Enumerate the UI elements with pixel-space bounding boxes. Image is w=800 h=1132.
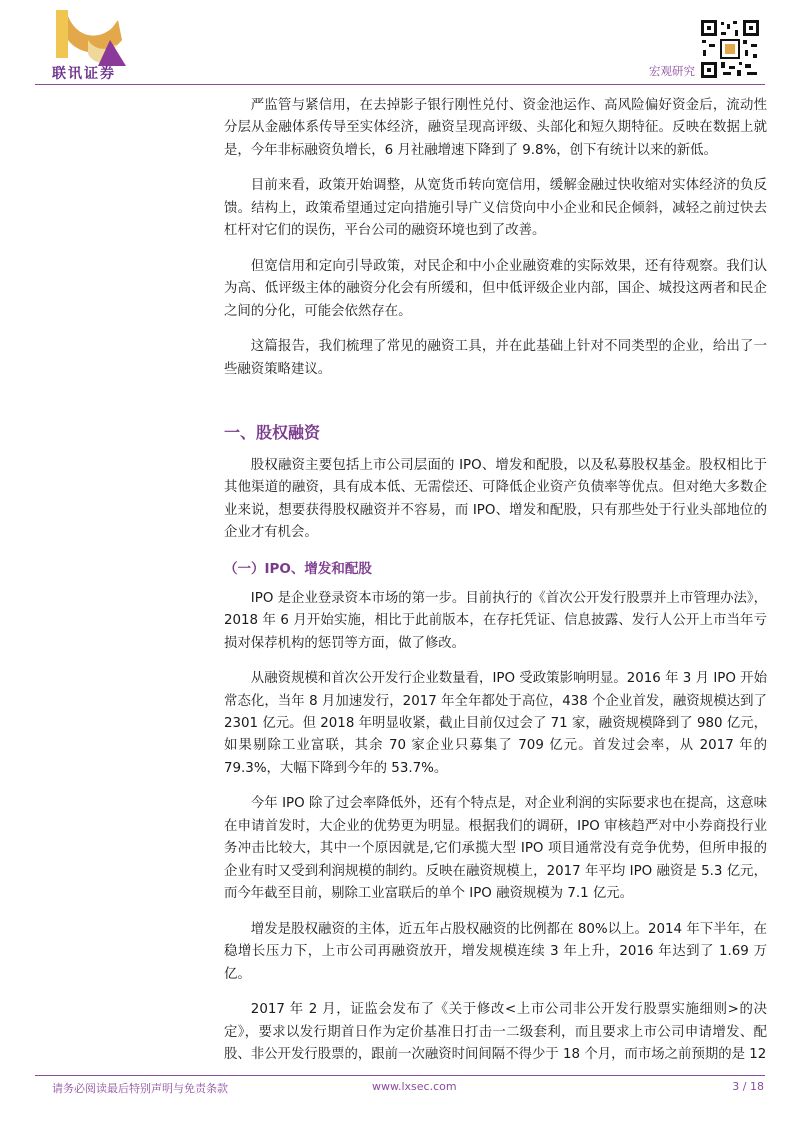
intro-paragraph: 但宽信用和定向引导政策，对民企和中小企业融资难的实际效果，还有待观察。我们认为高、低评级主体的融资分化会有所缓和，但中低评级企业内部，国企、城投这两者和民企之间的分化，可能会依然存在。 <box>224 258 767 319</box>
report-type: 宏观研究 <box>649 64 695 78</box>
subsection-paragraph: 今年 IPO 除了过会率降低外，还有个特点是，对企业利润的实际要求也在提高，这意味在申请首发时，大企业的优势更为明显。根据我们的调研，IPO 审核趋严对中小券商投行业务冲击比较大，其中一个原因就是,它们承揽大型 IPO 项目通常没有竞争优势，但所申报的企业有时又受到利润规模的制约。反映在融资规模上，2017 年平均 IPO 融资是 5.3 亿元，而今年截至目前，剔除工业富联后的单个 IPO 融资规模为 7.1 亿元。 <box>224 796 767 902</box>
page-header <box>0 0 800 86</box>
page-number: 3 / 18 <box>732 1080 764 1093</box>
header-divider <box>35 84 765 85</box>
logo-text: 联讯证券 <box>52 66 116 82</box>
subsection-paragraph: IPO 是企业登录资本市场的第一步。目前执行的《首次公开发行股票并上市管理办法》，2018 年 6 月开始实施，相比于此前版本，在存托凭证、信息披露、发行人公开上市当年亏损对保荐机构的惩罚等方面，做了修改。 <box>224 590 767 651</box>
subsection-paragraph: 从融资规模和首次公开发行企业数量看，IPO 受政策影响明显。2016 年 3 月 IPO 开始常态化，当年 8 月加速发行，2017 年全年都处于高位，438 个企业首发，融资规模达到了 2301 亿元。但 2018 年明显收紧，截止目前仅过会了 71 家，融资规模降到了 980 亿元，如果剔除工业富联，其余 70 家企业只募集了 709 亿元。首发过会率，从 2017 年的 79.3%，大幅下降到今年的 53.7%。 <box>224 671 767 776</box>
intro-paragraph: 这篇报告，我们梳理了常见的融资工具，并在此基础上针对不同类型的企业，给出了一些融资策略建议。 <box>224 339 767 377</box>
subsection-paragraph: 增发是股权融资的主体，近五年占股权融资的比例都在 80%以上。2014 年下半年，在稳增长压力下，上市公司再融资放开，增发规模连续 3 年上升，2016 年达到了 1.69 万亿。 <box>224 921 767 982</box>
subsection-paragraph: 2017 年 2 月，证监会发布了《关于修改<上市公司非公开发行股票实施细则>的决定》，要求以发行期首日作为定价基准日打击一二级套利，而且要求上市公司申请增发、配股、非公开发行股票的，跟前一次融资时间间隔不得少于 18 个月，而市场之前预期的是 12 <box>224 1002 767 1062</box>
section-title: 一、股权融资 <box>224 423 321 443</box>
section-paragraph: 股权融资主要包括上市公司层面的 IPO、增发和配股，以及私募股权基金。股权相比于其他渠道的融资，具有成本低、无需偿还、可降低企业资产负债率等优点。但对绝大多数企业来说，想要获得股权融资并不容易，而 IPO、增发和配股，只有那些处于行业头部地位的企业才有机会。 <box>224 458 767 541</box>
subsection-title: （一）IPO、增发和配股 <box>224 560 372 577</box>
intro-paragraph: 严监管与紧信用，在去掉影子银行刚性兑付、资金池运作、高风险偏好资金后，流动性分层从金融体系传导至实体经济，融资呈现高评级、头部化和短久期特征。反映在数据上就是，今年非标融资负增长，6 月社融增速下降到了 9.8%，创下有统计以来的新低。 <box>224 98 767 158</box>
disclaimer-text: 请务必阅读最后特别声明与免责条款 <box>52 1082 228 1095</box>
main-content <box>224 95 767 1080</box>
footer-divider <box>35 1075 765 1076</box>
website-link[interactable]: www.lxsec.com <box>372 1080 457 1093</box>
intro-paragraph: 目前来看，政策开始调整，从宽货币转向宽信用，缓解金融过快收缩对实体经济的负反馈。结构上，政策希望通过定向措施引导广义信贷向中小企业和民企倾斜，减轻之前过快去杠杆对它们的误伤，平台公司的融资环境也到了改善。 <box>224 178 767 239</box>
qr-code-icon <box>699 18 761 80</box>
